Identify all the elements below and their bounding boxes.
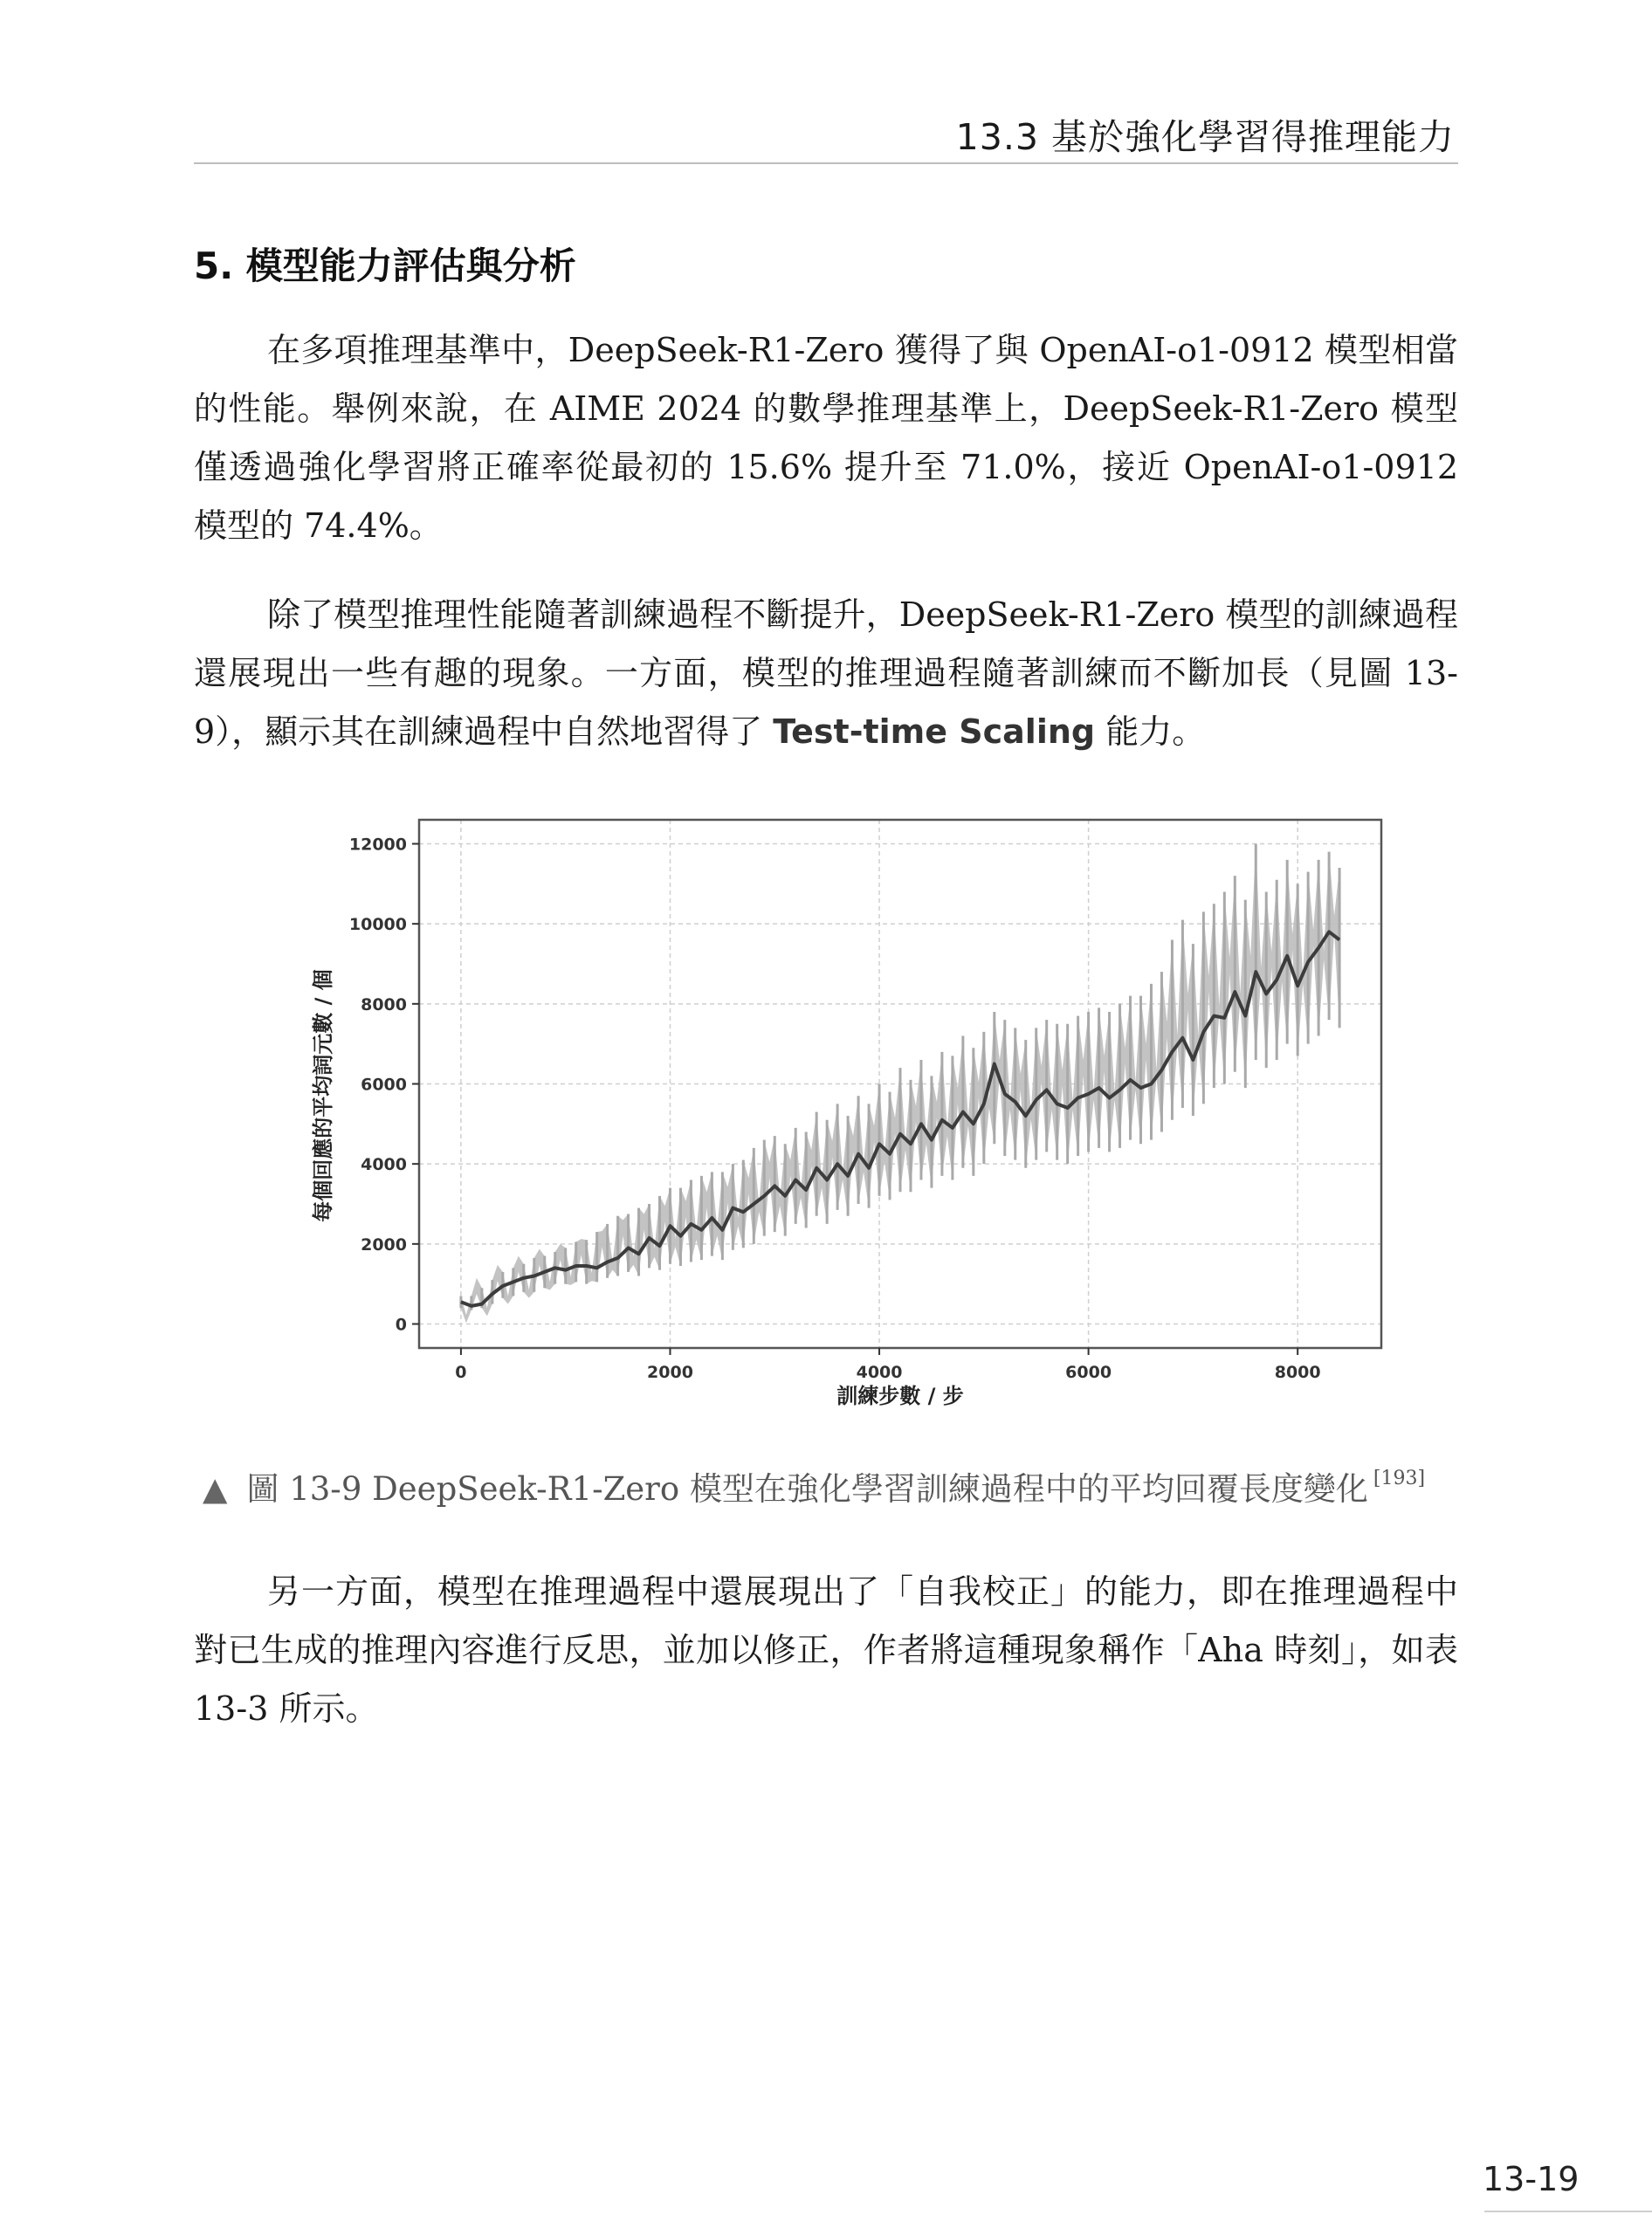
response-length-chart xyxy=(311,808,1345,1436)
y-tick-label: 10000 xyxy=(348,915,407,935)
page-number: 13-19 xyxy=(1483,2160,1580,2198)
section-title: 5. 模型能力評估與分析 xyxy=(194,244,576,287)
caption-text: 圖 13-9 DeepSeek-R1-Zero 模型在強化學習訓練過程中的平均回覆長度變化 xyxy=(246,1470,1368,1508)
footer-rule xyxy=(1484,2211,1652,2212)
y-tick-label: 6000 xyxy=(361,1075,407,1095)
y-tick-label: 0 xyxy=(395,1315,407,1335)
y-tick-label: 12000 xyxy=(348,835,407,855)
test-time-scaling-term: Test-time Scaling xyxy=(773,712,1096,751)
x-axis-label: 訓練步數 / 步 xyxy=(836,1384,964,1408)
paragraph-2 xyxy=(194,586,1458,761)
caption-triangle-icon: ▲ xyxy=(203,1470,228,1508)
paragraph-2-text-a: 除了模型推理性能隨著訓練過程不斷提升，DeepSeek-R1-Zero 模型的訓練過程還展現出一些有趣的現象。一方面，模型的推理過程隨著訓練而不斷加長（見圖 13-9），顯示其在訓練過程中自然地習得了 xyxy=(194,595,1458,751)
y-tick-label: 8000 xyxy=(361,994,407,1014)
figure-13-9 xyxy=(311,808,1345,1436)
x-tick-label: 8000 xyxy=(1274,1363,1321,1382)
y-tick-label: 4000 xyxy=(361,1155,407,1175)
running-head: 13.3 基於強化學習得推理能力 xyxy=(955,116,1455,158)
y-tick-label: 2000 xyxy=(361,1234,407,1255)
y-axis-label: 每個回應的平均詞元數 / 個 xyxy=(311,969,335,1222)
x-tick-label: 4000 xyxy=(856,1363,903,1382)
paragraph-1: 在多項推理基準中，DeepSeek-R1-Zero 獲得了與 OpenAI-o1-0912 模型相當的性能。舉例來說，在 AIME 2024 的數學推理基準上，DeepSeek-R1-Zero 模型僅透過強化學習將正確率從最初的 15.6% 提升至 71.0%，接近 OpenAI-o1-0912 模型的 74.4%。 xyxy=(194,331,1458,545)
paragraph-3: 另一方面，模型在推理過程中還展現出了「自我校正」的能力，即在推理過程中對已生成的推理內容進行反思，並加以修正，作者將這種現象稱作「Aha 時刻」，如表 13-3 所示。 xyxy=(194,1572,1458,1728)
header-rule xyxy=(194,162,1458,164)
x-tick-label: 2000 xyxy=(647,1363,693,1382)
caption-reference: [193] xyxy=(1373,1468,1426,1489)
x-tick-label: 0 xyxy=(455,1363,467,1382)
figure-caption xyxy=(203,1462,1425,1509)
paragraph-2-text-b: 能力。 xyxy=(1095,712,1206,751)
x-tick-label: 6000 xyxy=(1065,1363,1112,1382)
